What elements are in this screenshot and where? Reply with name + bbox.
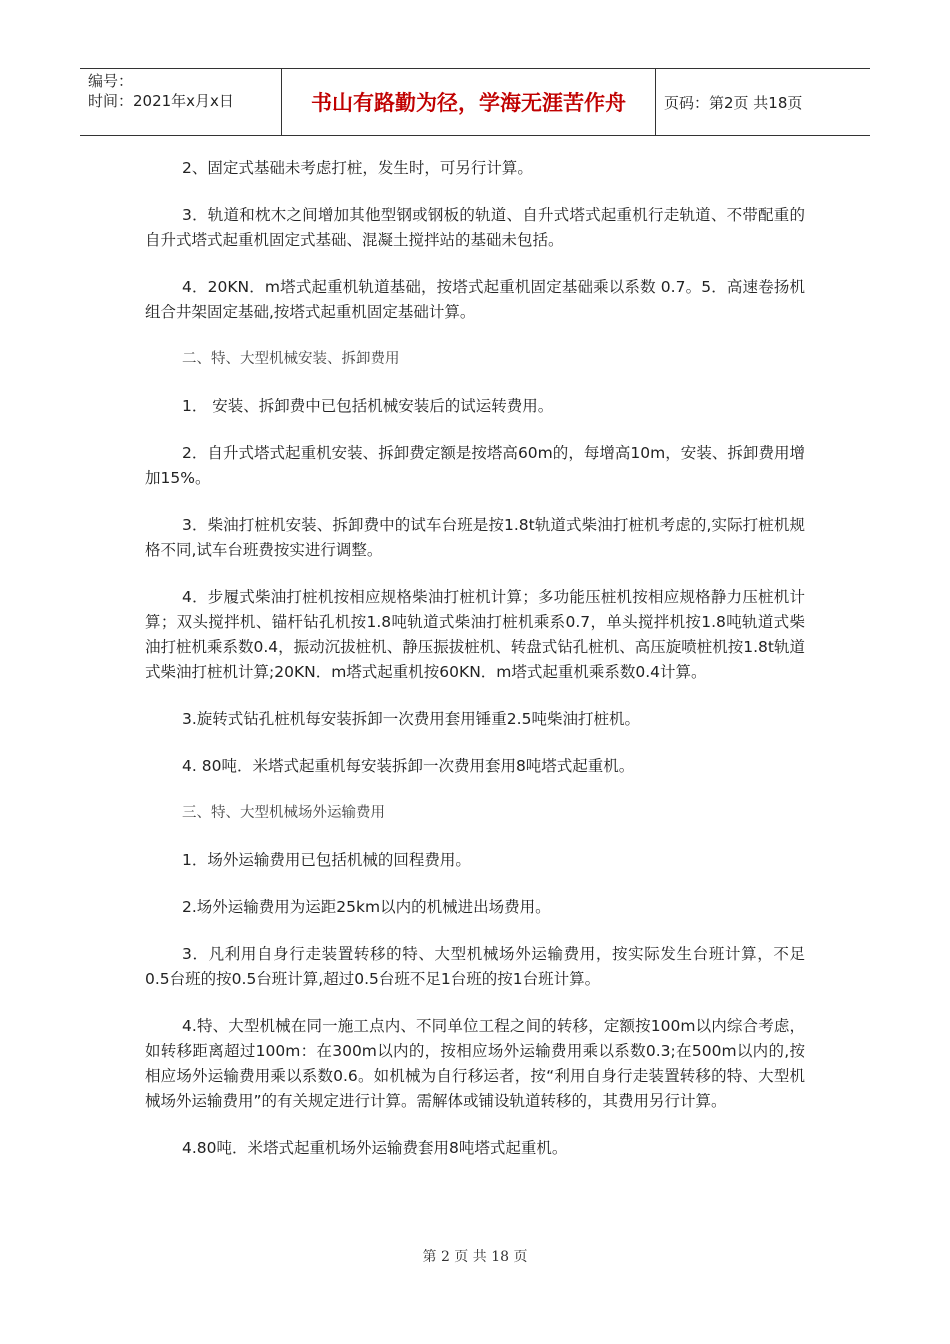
section-heading: 二、特、大型机械安装、拆卸费用 xyxy=(182,351,400,367)
document-time-label: 时间：2021年x月x日 xyxy=(88,92,234,110)
paragraph: 4.特、大型机械在同一施工点内、不同单位工程之间的转移，定额按100m以内综合考虑，如转移距离超过100m：在300m以内的，按相应场外运输费用乘以系数0.3;在500m以内的,按相应场外运输费用乘以系数0.6。如机械为自行移运者，按“利用自身行走装置转移的特、大型机械场外运输费用”的有关规定进行计算。需解体或铺设轨道转移的，其费用另行计算。 xyxy=(145,1017,805,1110)
page-header xyxy=(80,68,870,136)
paragraph: 1． 安装、拆卸费中已包括机械安装后的试运转费用。 xyxy=(182,397,554,415)
paragraph: 4.80吨．米塔式起重机场外运输费套用8吨塔式起重机。 xyxy=(182,1139,568,1157)
document-body xyxy=(145,156,805,1183)
paragraph: 2．自升式塔式起重机安装、拆卸费定额是按塔高60m的，每增高10m，安装、拆卸费用增加15%。 xyxy=(145,444,805,487)
section-heading: 三、特、大型机械场外运输费用 xyxy=(182,805,385,821)
paragraph: 3．凡利用自身行走装置转移的特、大型机械场外运输费用，按实际发生台班计算，不足0.5台班的按0.5台班计算,超过0.5台班不足1台班的按1台班计算。 xyxy=(145,945,805,988)
page-footer: 第 2 页 共 18 页 xyxy=(422,1249,528,1265)
paragraph: 2、固定式基础未考虑打桩，发生时，可另行计算。 xyxy=(182,159,533,177)
paragraph: 3．轨道和枕木之间增加其他型钢或钢板的轨道、自升式塔式起重机行走轨道、不带配重的自升式塔式起重机固定式基础、混凝土搅拌站的基础未包括。 xyxy=(145,206,805,249)
document-number-label: 编号： xyxy=(88,72,134,90)
paragraph: 4．20KN．m塔式起重机轨道基础，按塔式起重机固定基础乘以系数 0.7。5．高速卷扬机组合井架固定基础,按塔式起重机固定基础计算。 xyxy=(145,278,805,321)
paragraph: 1．场外运输费用已包括机械的回程费用。 xyxy=(182,851,471,869)
paragraph: 4．步履式柴油打桩机按相应规格柴油打桩机计算；多功能压桩机按相应规格静力压桩机计算；双头搅拌机、锚杆钻孔机按1.8吨轨道式柴油打桩机乘系0.7，单头搅拌机按1.8吨轨道式柴油打桩机乘系数0.4，振动沉拔桩机、静压振拔桩机、转盘式钻孔桩机、高压旋喷桩机按1.8t轨道式柴油打桩机计算;20KN．m塔式起重机按60KN．m塔式起重机乘系数0.4计算。 xyxy=(145,588,805,681)
header-meta xyxy=(80,69,282,135)
header-motto: 书山有路勤为径，学海无涯苦作舟 xyxy=(282,69,656,135)
paragraph: 3．柴油打桩机安装、拆卸费中的试车台班是按1.8t轨道式柴油打桩机考虑的,实际打桩机规格不同,试车台班费按实进行调整。 xyxy=(145,516,805,559)
paragraph: 4. 80吨．米塔式起重机每安装拆卸一次费用套用8吨塔式起重机。 xyxy=(182,757,635,775)
header-page-info: 页码：第2页 共18页 xyxy=(664,93,803,112)
paragraph: 2.场外运输费用为运距25km以内的机械进出场费用。 xyxy=(182,898,551,916)
paragraph: 3.旋转式钻孔桩机每安装拆卸一次费用套用锤重2.5吨柴油打桩机。 xyxy=(182,710,640,728)
